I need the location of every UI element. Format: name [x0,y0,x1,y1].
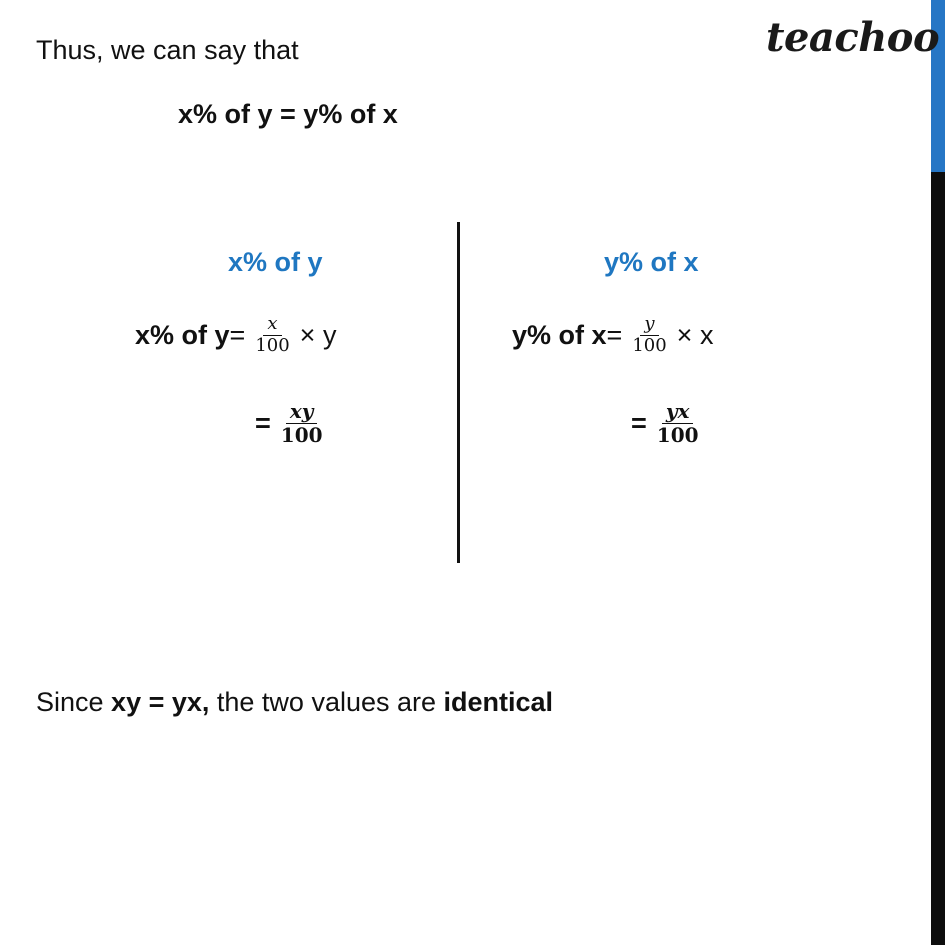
right-equation-1 [512,314,713,356]
left-eq2-equals: = [255,408,271,438]
left-equation-1 [135,314,336,356]
right-equation-2 [631,400,709,447]
conclusion-prefix: Since [36,687,112,717]
right-eq1-numerator: y [640,314,658,336]
conclusion-bold-identical: identical [443,687,554,717]
column-divider [457,222,460,563]
right-heading: y% of x [604,247,699,277]
conclusion-bold-equation: xy = yx, [111,687,210,717]
right-eq1-equals: = [606,319,623,350]
right-eq1-denominator: 100 [632,334,667,356]
left-eq2-fraction [277,400,327,447]
left-eq1-equals: = [229,319,246,350]
statement-text: x% of y = y% of x [178,99,398,129]
right-eq2-equals: = [631,408,647,438]
left-eq1-lhs: x% of y [135,319,230,350]
right-eq2-fraction [653,400,703,447]
right-eq1-lhs: y% of x [512,319,607,350]
conclusion-text [36,689,553,716]
left-eq1-tail: × y [299,319,337,350]
right-eq2-numerator: yx [662,400,694,424]
right-eq1-tail: × x [676,319,714,350]
left-eq1-fraction [251,314,293,356]
left-eq1-denominator: 100 [255,334,290,356]
right-eq1-fraction [628,314,670,356]
intro-text: Thus, we can say that [36,35,299,65]
right-eq2-denominator: 100 [656,423,699,447]
conclusion-middle: the two values are [209,687,444,717]
left-equation-2 [255,400,333,447]
left-heading: x% of y [228,247,323,277]
teachoo-logo: teachoo [766,14,940,61]
left-eq2-denominator: 100 [280,423,323,447]
left-eq2-numerator: xy [286,400,318,424]
left-eq1-numerator: x [263,314,281,336]
